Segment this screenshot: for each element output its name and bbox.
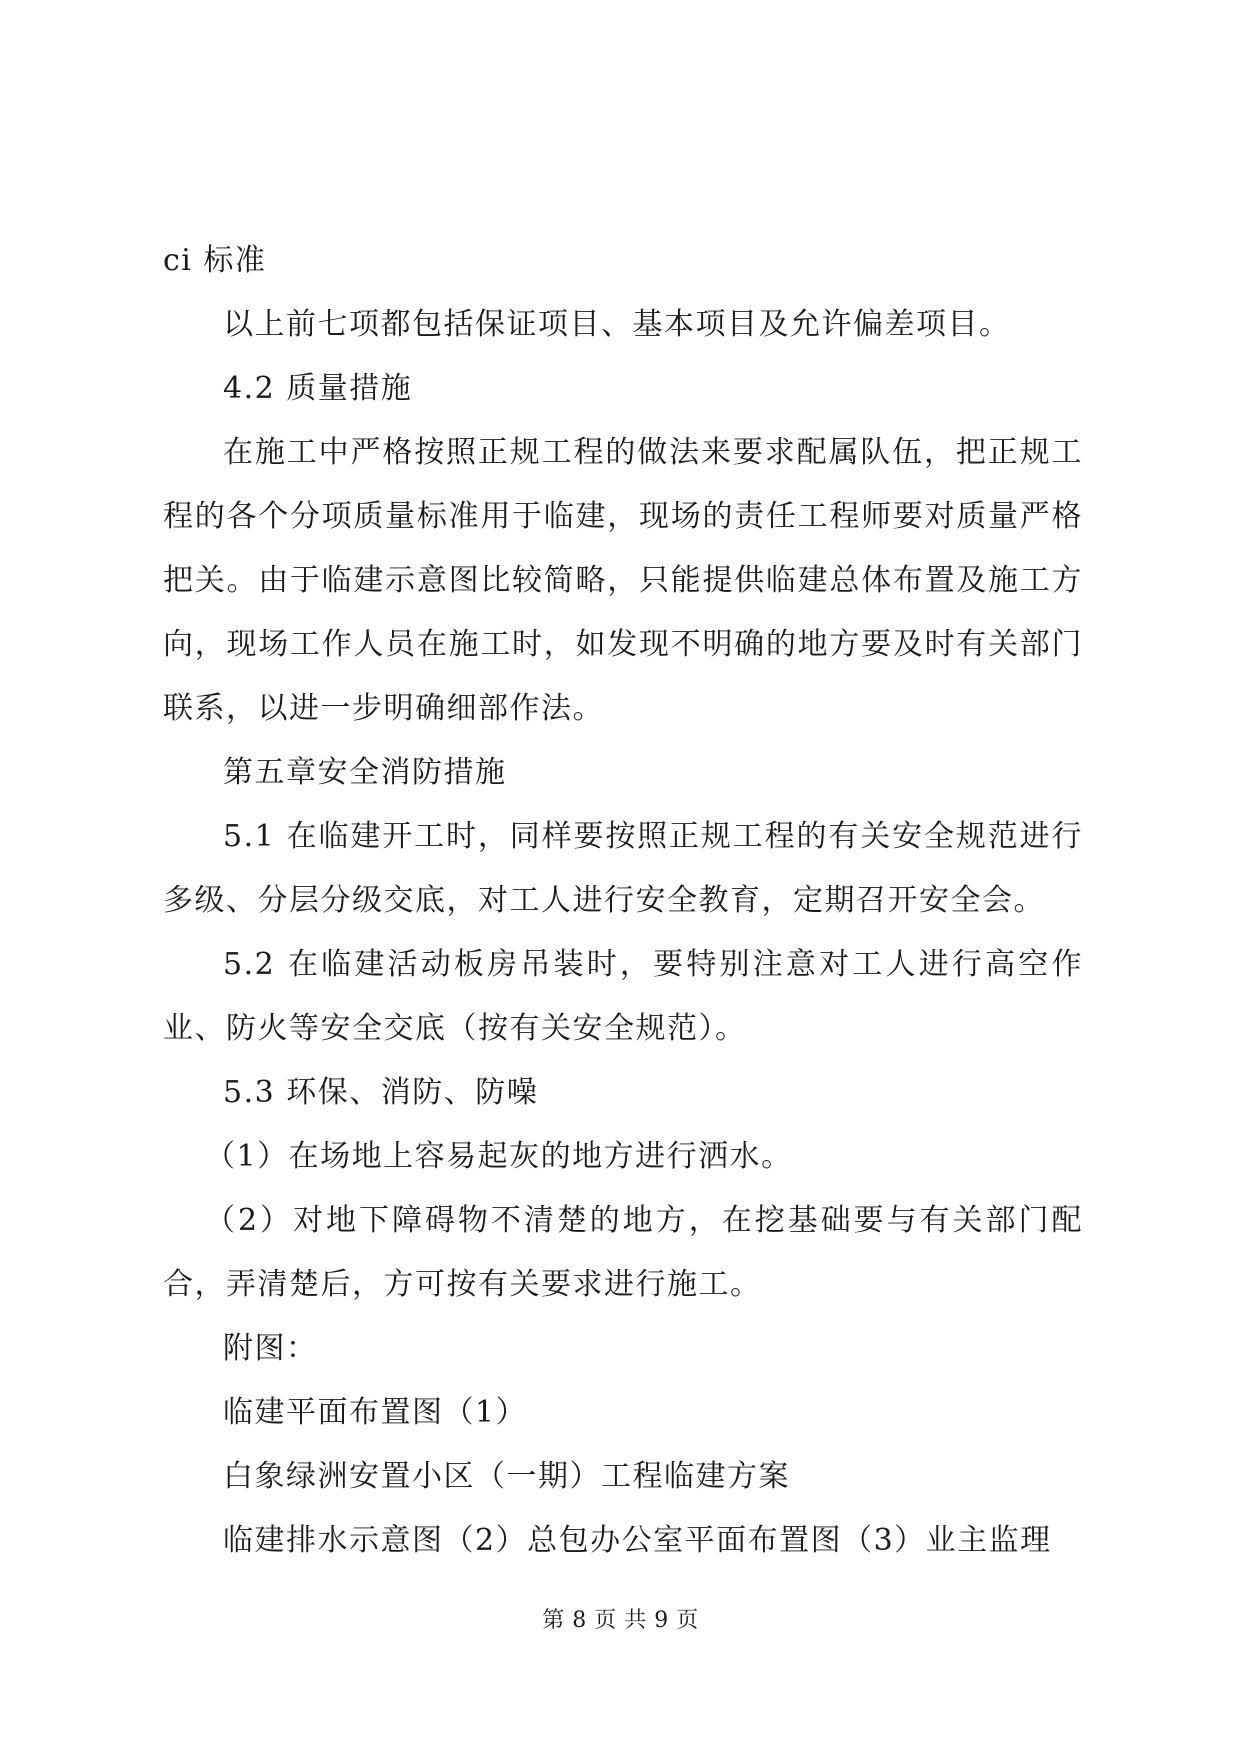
chapter-heading-5: 第五章安全消防措施 — [223, 755, 507, 790]
attachment-item-1: 临建平面布置图（1） — [223, 1395, 528, 1430]
attachment-item-2-3: 临建排水示意图（2）总包办公室平面布置图（3）业主监理 — [223, 1523, 1052, 1558]
paragraph-quality-measures: 在施工中严格按照正规工程的做法来要求配属队伍，把正规工程的各个分项质量标准用于临建，现场的责任工程师要对质量严格把关。由于临建示意图比较简略，只能提供临建总体布置及施工方向，现场工作人员在施工时，如发现不明确的地方要及时有关部门联系，以进一步明确细部作法。 — [163, 435, 1083, 726]
list-item-1: （1）在场地上容易起灰的地方进行洒水。 — [205, 1139, 793, 1174]
page-footer: 第 8 页 共 9 页 — [542, 1608, 699, 1633]
paragraph-5-1: 5.1 在临建开工时，同样要按照正规工程的有关安全规范进行多级、分层分级交底，对工人进行安全教育，定期召开安全会。 — [163, 819, 1083, 918]
section-heading-4-2: 4.2 质量措施 — [223, 371, 413, 406]
paragraph-items-summary: 以上前七项都包括保证项目、基本项目及允许偏差项目。 — [223, 307, 1011, 342]
list-item-2: （2）对地下障碍物不清楚的地方，在挖基础要与有关部门配合，弄清楚后，方可按有关要求进行施工。 — [163, 1203, 1083, 1302]
paragraph-5-2: 5.2 在临建活动板房吊装时，要特别注意对工人进行高空作业、防火等安全交底（按有关安全规范）。 — [163, 947, 1083, 1046]
section-heading-5-3: 5.3 环保、消防、防噪 — [223, 1075, 539, 1110]
attachment-project-title: 白象绿洲安置小区（一期）工程临建方案 — [223, 1459, 790, 1494]
attachments-label: 附图： — [223, 1331, 318, 1366]
paragraph-ci-standard: ci 标准 — [163, 243, 267, 278]
document-body — [163, 229, 1083, 1573]
